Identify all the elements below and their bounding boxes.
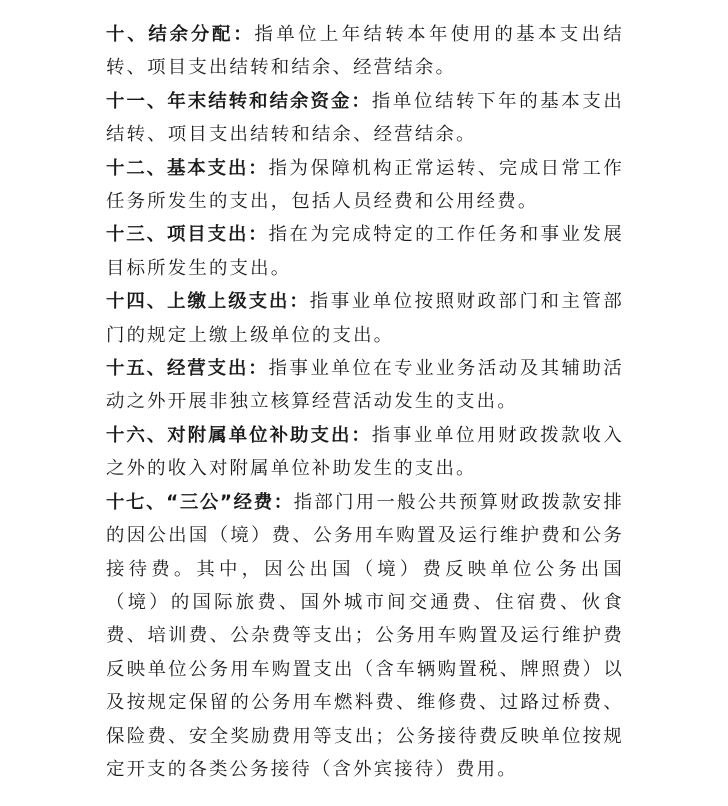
definition-text: 指部门用一般公共预算财政拨款安排的因公出国（境）费、公务用车购置及运行维护费和公务接待费。其中，因公出国（境）费反映单位公务出国（境）的国际旅费、国外城市间交通费、住宿费、伙食费、培训费、公杂费等支出；公务用车购置及运行维护费反映单位公务用车购置支出（含车辆购置税、牌照费）以及按规定保留的公务用车燃料费、维修费、过路过桥费、保险费、安全奖励费用等支出；公务接待费反映单位按规定开支的各类公务接待（含外宾接待）费用。 — [106, 491, 624, 780]
definition-term: 十七、“三公”经费： — [106, 491, 294, 513]
definition-term: 十三、项目支出： — [106, 224, 269, 246]
definition-12 — [106, 152, 624, 219]
definition-text: 指为保障机构正常运转、完成日常工作任务所发生的支出，包括人员经费和公用经费。 — [106, 157, 624, 213]
definition-text: 指单位结转下年的基本支出结转、项目支出结转和结余、经营结余。 — [106, 90, 624, 146]
definition-15 — [106, 352, 624, 419]
definition-term: 十四、上缴上级支出： — [106, 291, 310, 313]
definition-term: 十六、对附属单位补助支出： — [106, 424, 372, 446]
definition-text: 指事业单位在专业业务活动及其辅助活动之外开展非独立核算经营活动发生的支出。 — [106, 358, 624, 413]
definition-16 — [106, 419, 624, 486]
definition-14 — [106, 285, 624, 352]
definition-17 — [106, 486, 624, 787]
definition-text: 指在为完成特定的工作任务和事业发展目标所发生的支出。 — [106, 224, 624, 279]
definition-11 — [106, 85, 624, 152]
definition-term: 十一、年末结转和结余资金： — [106, 90, 372, 112]
definition-10 — [106, 18, 624, 85]
definition-text: 指事业单位按照财政部门和主管部门的规定上缴上级单位的支出。 — [106, 291, 624, 346]
document-body — [106, 18, 624, 786]
definition-term: 十、结余分配： — [106, 24, 255, 45]
definition-term: 十二、基本支出： — [106, 157, 269, 179]
definition-13 — [106, 218, 624, 285]
definition-text: 指单位上年结转本年使用的基本支出结转、项目支出结转和结余、经营结余。 — [106, 24, 624, 79]
definition-text: 指事业单位用财政拨款收入之外的收入对附属单位补助发生的支出。 — [106, 424, 624, 480]
definition-term: 十五、经营支出： — [106, 358, 269, 380]
